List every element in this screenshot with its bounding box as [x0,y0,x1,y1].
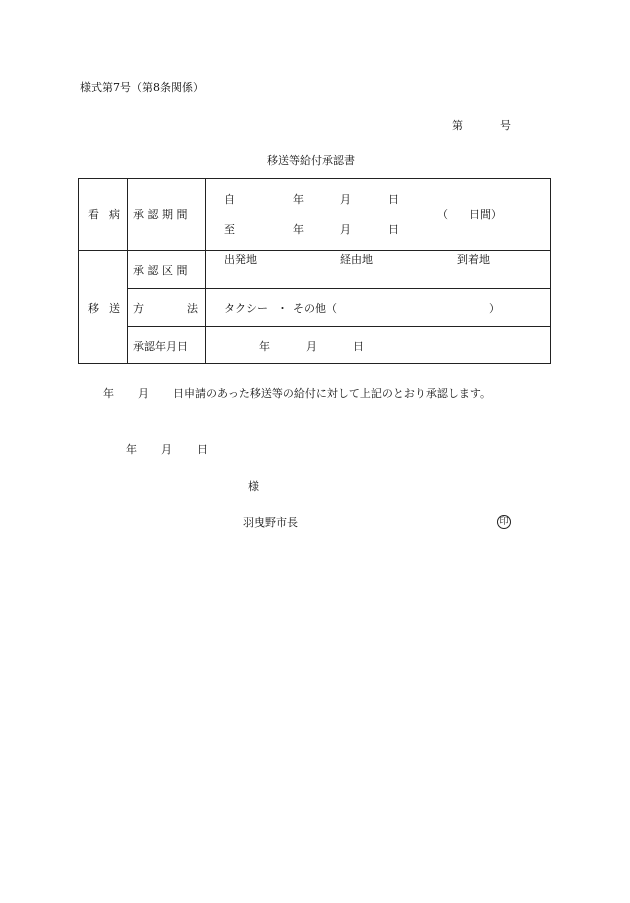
period-to-day: 日 [388,223,399,236]
period-days-close: 日間） [469,208,502,221]
table-divider [127,179,128,363]
method-taxi: タクシー [224,302,268,315]
method-dot: ・ [277,302,288,315]
group-label-i: 移 [88,302,99,315]
period-to-itaru: 至 [224,223,235,236]
period-from-ji: 自 [224,193,235,206]
issue-date-year: 年 [126,443,137,456]
document-title: 移送等給付承認書 [267,154,355,167]
section-departure: 出発地 [224,253,257,266]
section-arrival: 到着地 [457,253,490,266]
group-label-kan: 看 [88,208,99,221]
group-label-so: 送 [109,302,120,315]
method-label-a: 方 [133,302,144,315]
method-label-b: 法 [187,302,198,315]
period-to-year: 年 [293,223,304,236]
seal-stamp: 印 [497,515,511,529]
approval-date-year: 年 [259,340,270,353]
statement-year: 年 [103,387,114,400]
table-divider [127,288,550,289]
doc-number-dai: 第 [452,119,463,132]
table-divider [127,326,550,327]
approval-date-label: 承認年月日 [133,340,188,353]
group-label-byo: 病 [109,208,120,221]
section-label: 承 認 区 間 [133,264,188,277]
approval-table [78,178,551,364]
addressee-sama: 様 [248,480,259,493]
period-label: 承 認 期 間 [133,208,188,221]
period-days-open: （ [437,208,448,221]
method-close: ） [489,302,500,315]
approval-date-month: 月 [306,340,317,353]
table-divider [79,250,550,251]
table-divider [205,179,206,363]
section-via: 経由地 [340,253,373,266]
approval-date-day: 日 [353,340,364,353]
period-from-month: 月 [340,193,351,206]
issue-date-month: 月 [161,443,172,456]
period-to-month: 月 [340,223,351,236]
method-other: その他（ [293,302,337,315]
issue-date-day: 日 [197,443,208,456]
period-from-year: 年 [293,193,304,206]
doc-number-go: 号 [500,119,511,132]
period-from-day: 日 [388,193,399,206]
issuer-name: 羽曳野市長 [243,516,298,529]
statement-month: 月 [138,387,149,400]
form-number: 様式第7号（第8条関係） [80,81,204,94]
statement-text: 日申請のあった移送等の給付に対して上記のとおり承認します。 [173,387,492,400]
